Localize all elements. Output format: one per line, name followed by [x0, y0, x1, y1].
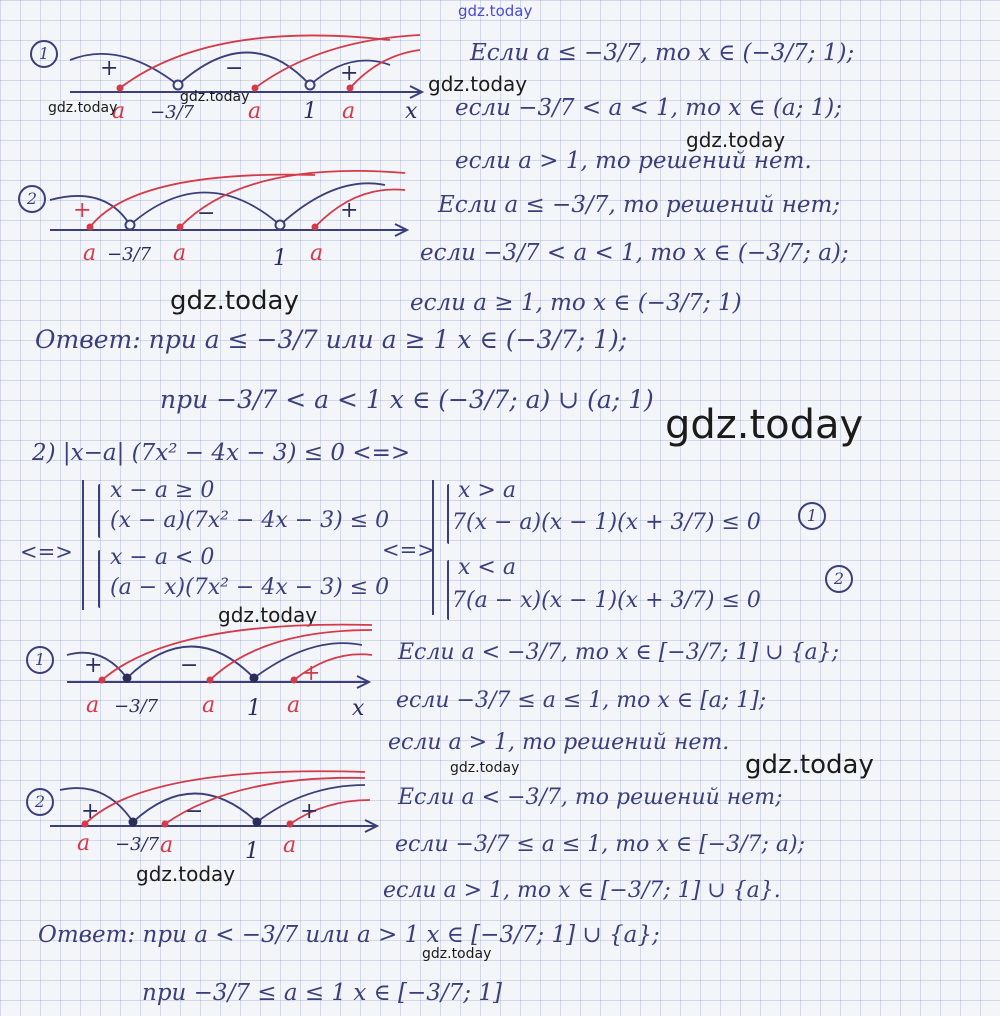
label-a: a: [83, 241, 97, 266]
label-fraction: −3/7: [107, 244, 152, 265]
watermark-top: gdz.today: [458, 2, 533, 20]
task-statement: 2) |x−a| (7x² − 4x − 3) ≤ 0 <=>: [32, 440, 411, 466]
brace: [447, 484, 449, 544]
equivalence-sign: <=>: [20, 540, 73, 564]
label-fraction: −3/7: [114, 696, 159, 717]
system-line: x − a < 0: [110, 545, 215, 570]
system-line: 7(x − a)(x − 1)(x + 3/7) ≤ 0: [452, 510, 761, 535]
sign-plus: +: [84, 653, 103, 678]
label-a: a: [86, 693, 100, 718]
watermark: gdz.today: [450, 760, 520, 776]
watermark: gdz.today: [136, 862, 236, 886]
label-a: a: [202, 693, 216, 718]
brace: [98, 550, 100, 608]
watermark: gdz.today: [428, 72, 528, 96]
sign-plus: +: [73, 198, 92, 223]
label-a: a: [287, 693, 301, 718]
bracket: [82, 480, 84, 610]
case-line: если −3/7 < a < 1, то x ∈ (−3/7; a);: [420, 240, 849, 266]
equivalence-sign: <=>: [382, 538, 435, 562]
case-line: Если a ≤ −3/7, то x ∈ (−3/7; 1);: [470, 40, 855, 66]
label-a: a: [112, 99, 126, 124]
watermark: gdz.today: [686, 128, 786, 152]
system-tag-2: 2: [825, 565, 853, 593]
label-x: x: [405, 99, 418, 124]
label-x: x: [352, 696, 365, 721]
watermark: gdz.today: [218, 603, 318, 627]
label-a: a: [173, 241, 187, 266]
number-line-diagram-3: [62, 620, 392, 745]
label-a: a: [248, 99, 262, 124]
sign-plus: +: [340, 61, 359, 86]
answer-line: при −3/7 < a < 1 x ∈ (−3/7; a) ∪ (a; 1): [160, 385, 654, 414]
answer-line: Ответ: при a ≤ −3/7 или a ≥ 1 x ∈ (−3/7; 1);: [35, 325, 628, 354]
number-line-diagram-2: [45, 165, 415, 295]
system-line: x > a: [458, 478, 516, 503]
sign-minus: −: [225, 56, 244, 81]
brace: [447, 560, 449, 620]
sign-minus: −: [185, 799, 204, 824]
system-line: x < a: [458, 555, 516, 580]
watermark: gdz.today: [180, 89, 250, 105]
system-line: (a − x)(7x² − 4x − 3) ≤ 0: [110, 575, 390, 600]
case-marker-1: 1: [26, 646, 54, 674]
case-line: Если a < −3/7, то x ∈ [−3/7; 1] ∪ {a};: [398, 640, 840, 665]
sign-plus: +: [302, 661, 321, 686]
sign-minus: −: [180, 653, 199, 678]
watermark: gdz.today: [665, 402, 864, 448]
sign-plus: +: [300, 799, 319, 824]
watermark: gdz.today: [170, 286, 299, 316]
answer-line: при −3/7 ≤ a ≤ 1 x ∈ [−3/7; 1]: [142, 980, 502, 1006]
system-tag-1: 1: [798, 502, 826, 530]
label-one: 1: [247, 696, 261, 721]
case-line: если a > 1, то решений нет.: [455, 148, 812, 174]
label-one: 1: [273, 246, 287, 271]
watermark: gdz.today: [48, 100, 118, 116]
label-one: 1: [303, 99, 317, 124]
case-line: если a > 1, то решений нет.: [388, 730, 730, 755]
system-line: 7(a − x)(x − 1)(x + 3/7) ≤ 0: [452, 588, 761, 613]
sign-plus: +: [81, 799, 100, 824]
case-line: если −3/7 < a < 1, то x ∈ (a; 1);: [455, 95, 842, 121]
brace: [98, 484, 100, 538]
answer-line: Ответ: при a < −3/7 или a > 1 x ∈ [−3/7; 1] ∪ {a};: [38, 922, 660, 948]
case-line: если a ≥ 1, то x ∈ (−3/7; 1): [410, 290, 742, 316]
watermark: gdz.today: [745, 750, 874, 780]
system-line: x − a ≥ 0: [110, 478, 215, 503]
case-line: Если a ≤ −3/7, то решений нет;: [438, 192, 841, 218]
sign-plus: +: [100, 56, 119, 81]
system-line: (x − a)(7x² − 4x − 3) ≤ 0: [110, 508, 390, 533]
label-a: a: [77, 831, 91, 856]
bracket: [432, 480, 434, 615]
label-fraction: −3/7: [115, 834, 160, 855]
label-a: a: [310, 241, 324, 266]
case-marker-2: 2: [18, 185, 46, 213]
label-fraction: −3/7: [150, 102, 195, 123]
watermark: gdz.today: [422, 946, 492, 962]
case-line: Если a < −3/7, то решений нет;: [398, 785, 783, 810]
label-a: a: [342, 99, 356, 124]
label-a: a: [160, 833, 174, 858]
case-marker-2: 2: [26, 788, 54, 816]
case-line: если −3/7 ≤ a ≤ 1, то x ∈ [a; 1];: [396, 688, 767, 713]
label-a: a: [283, 833, 297, 858]
case-line: если a > 1, то x ∈ [−3/7; 1] ∪ {a}.: [383, 878, 781, 903]
case-marker-1: 1: [30, 40, 58, 68]
sign-minus: −: [197, 201, 216, 226]
label-one: 1: [245, 839, 259, 864]
sign-plus: +: [340, 198, 359, 223]
case-line: если −3/7 ≤ a ≤ 1, то x ∈ [−3/7; a);: [395, 832, 806, 857]
